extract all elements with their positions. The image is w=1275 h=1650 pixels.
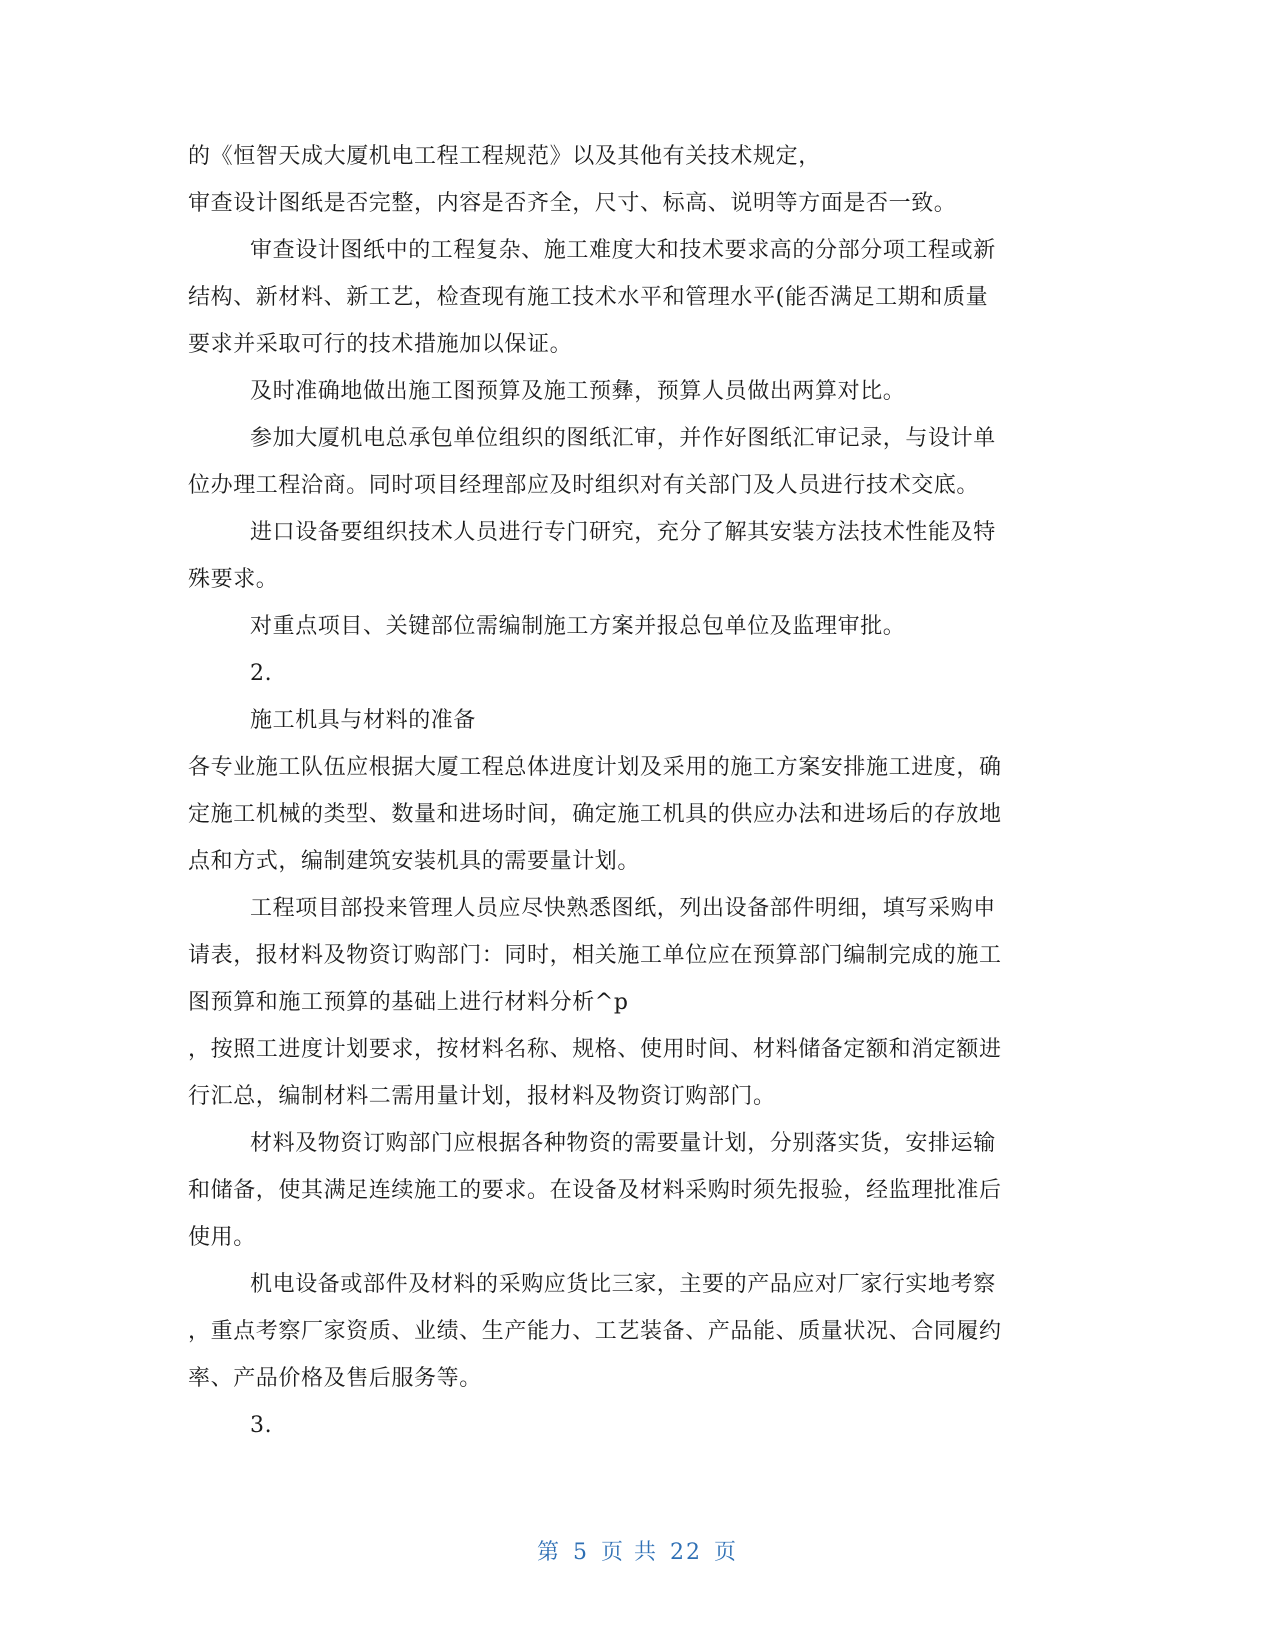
text-line: 图预算和施工预算的基础上进行材料分析^p — [188, 990, 629, 1015]
footer-prefix: 第 — [536, 1540, 561, 1565]
text-line: 殊要求。 — [188, 567, 279, 592]
text-line: ，重点考察厂家资质、业绩、生产能力、工艺装备、产品能、质量状况、合同履约 — [188, 1319, 1002, 1344]
text-line: 及时准确地做出施工图预算及施工预彝，预算人员做出两算对比。 — [250, 379, 906, 404]
section-number: 3. — [250, 1413, 273, 1438]
text-line: 定施工机械的类型、数量和进场时间，确定施工机具的供应办法和进场后的存放地 — [188, 802, 1002, 827]
section-number: 2. — [250, 661, 273, 686]
text-line: 的《恒智天成大厦机电工程工程规范》以及其他有关技术规定， — [188, 144, 821, 169]
text-line: 点和方式，编制建筑安装机具的需要量计划。 — [188, 849, 641, 874]
text-line: 进口设备要组织技术人员进行专门研究，充分了解其安装方法技术性能及特 — [250, 520, 996, 545]
footer-middle: 页 共 — [601, 1540, 658, 1565]
text-line: 各专业施工队伍应根据大厦工程总体进度计划及采用的施工方案安排施工进度，确 — [188, 755, 1002, 780]
text-line: 材料及物资订购部门应根据各种物资的需要量计划，分别落实货，安排运输 — [250, 1131, 996, 1156]
text-line: 行汇总，编制材料二需用量计划，报材料及物资订购部门。 — [188, 1084, 776, 1109]
footer-suffix: 页 — [714, 1540, 739, 1565]
footer-total-pages: 22 — [670, 1540, 702, 1565]
text-line: 审查设计图纸是否完整，内容是否齐全，尺寸、标高、说明等方面是否一致。 — [188, 191, 957, 216]
text-line: 请表，报材料及物资订购部门：同时，相关施工单位应在预算部门编制完成的施工 — [188, 943, 1002, 968]
text-line: 机电设备或部件及材料的采购应货比三家，主要的产品应对厂家行实地考察 — [250, 1272, 996, 1297]
text-line: 结构、新材料、新工艺，检查现有施工技术水平和管理水平(能否满足工期和质量 — [188, 285, 989, 310]
text-line: 参加大厦机电总承包单位组织的图纸汇审，并作好图纸汇审记录，与设计单 — [250, 426, 996, 451]
text-line: 和储备，使其满足连续施工的要求。在设备及材料采购时须先报验，经监理批准后 — [188, 1178, 1002, 1203]
text-line: 率、产品价格及售后服务等。 — [188, 1366, 482, 1391]
page-footer — [0, 1538, 1275, 1568]
text-line: 位办理工程洽商。同时项目经理部应及时组织对有关部门及人员进行技术交底。 — [188, 473, 980, 498]
text-line: 使用。 — [188, 1225, 256, 1250]
text-line: 工程项目部投来管理人员应尽快熟悉图纸，列出设备部件明细，填写采购申 — [250, 896, 996, 921]
section-heading: 施工机具与材料的准备 — [250, 708, 477, 733]
footer-page-number: 5 — [573, 1540, 589, 1565]
text-line: 要求并采取可行的技术措施加以保证。 — [188, 332, 573, 357]
text-line: 审查设计图纸中的工程复杂、施工难度大和技术要求高的分部分项工程或新 — [250, 238, 996, 263]
text-line: 对重点项目、关键部位需编制施工方案并报总包单位及监理审批。 — [250, 614, 906, 639]
text-line: ，按照工进度计划要求，按材料名称、规格、使用时间、材料储备定额和消定额进 — [188, 1037, 1002, 1062]
